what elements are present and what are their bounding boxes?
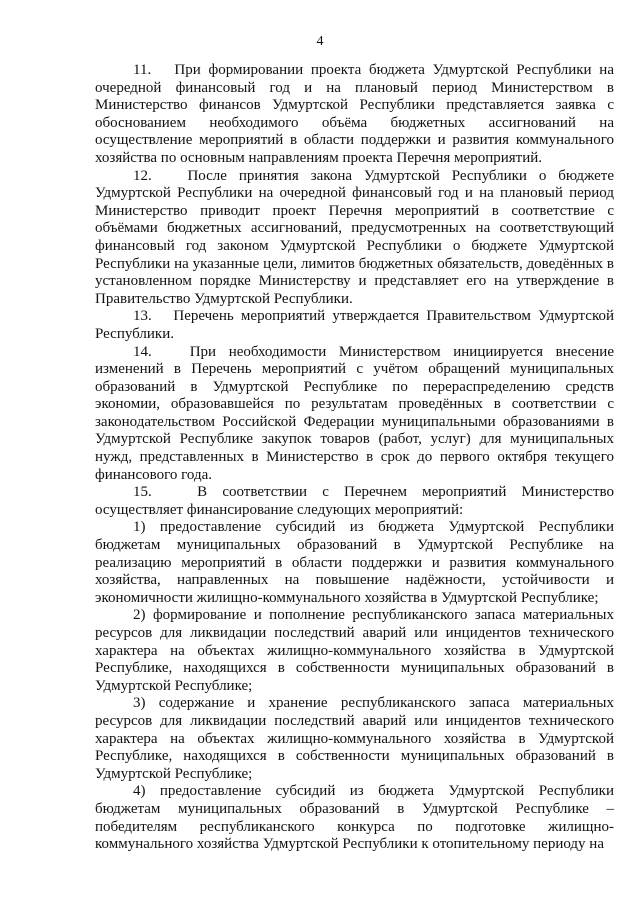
list-item-3: 3) содержание и хранение республиканского запаса материальных ресурсов для ликвидации последствий аварий или инцидентов технического характера на объектах жилищно-коммунального хозяйства в Удмуртской Республике, находящихся в собственности муниципальных образований в Удмуртской Республике; xyxy=(95,695,614,782)
paragraph-15: 15. В соответствии с Перечнем мероприятий Министерство осуществляет финансирование следующих мероприятий: xyxy=(95,484,614,518)
paragraph-12: 12. После принятия закона Удмуртской Республики о бюджете Удмуртской Республики на очередной финансовый год и на плановый период Министерство приводит проект Перечня мероприятий в соответствие с объёмами бюджетных ассигнований, предусмотренных на соответствующий финансовый год законом Удмуртской Республики о бюджете Удмуртской Республики на указанные цели, лимитов бюджетных обязательств, доведённых в установленном порядке Министерству и представляет его на утверждение в Правительство Удмуртской Республики. xyxy=(95,167,614,307)
paragraph-11: 11. При формировании проекта бюджета Удмуртской Республики на очередной финансовый год и на плановый период Министерством в Министерство финансов Удмуртской Республики представляется заявка с обоснованием необходимого объёма бюджетных ассигнований на осуществление мероприятий в области поддержки и развития коммунального хозяйства по основным направлениям проекта Перечня мероприятий. xyxy=(95,62,614,166)
paragraph-14: 14. При необходимости Министерством инициируется внесение изменений в Перечень мероприятий с учётом обращений муниципальных образований в Удмуртской Республике по перераспределению средств экономии, образовавшейся по результатам проведённых в соответствии с законодательством Российской Федерации муниципальными образованиями в Удмуртской Республике закупок товаров (работ, услуг) для муниципальных нужд, представленных в Министерство в срок до первого октября текущего финансового года. xyxy=(95,343,614,483)
document-body xyxy=(95,62,614,854)
list-item-4: 4) предоставление субсидий из бюджета Удмуртской Республики бюджетам муниципальных образований в Удмуртской Республике – победителям республиканского конкурса по подготовке жилищно-коммунального хозяйства Удмуртской Республики к отопительному периоду на xyxy=(95,783,614,853)
paragraph-13: 13. Перечень мероприятий утверждается Правительством Удмуртской Республики. xyxy=(95,308,614,342)
page-number: 4 xyxy=(316,34,324,49)
list-item-2: 2) формирование и пополнение республиканского запаса материальных ресурсов для ликвидации последствий аварий или инцидентов технического характера на объектах жилищно-коммунального хозяйства в Удмуртской Республике, находящихся в собственности муниципальных образований в Удмуртской Республике; xyxy=(95,607,614,694)
list-item-1: 1) предоставление субсидий из бюджета Удмуртской Республики бюджетам муниципальных образований в Удмуртской Республике на реализацию мероприятий в области поддержки и развития коммунального хозяйства, направленных на повышение надёжности, устойчивости и экономичности жилищно-коммунального хозяйства в Удмуртской Республике; xyxy=(95,519,614,606)
